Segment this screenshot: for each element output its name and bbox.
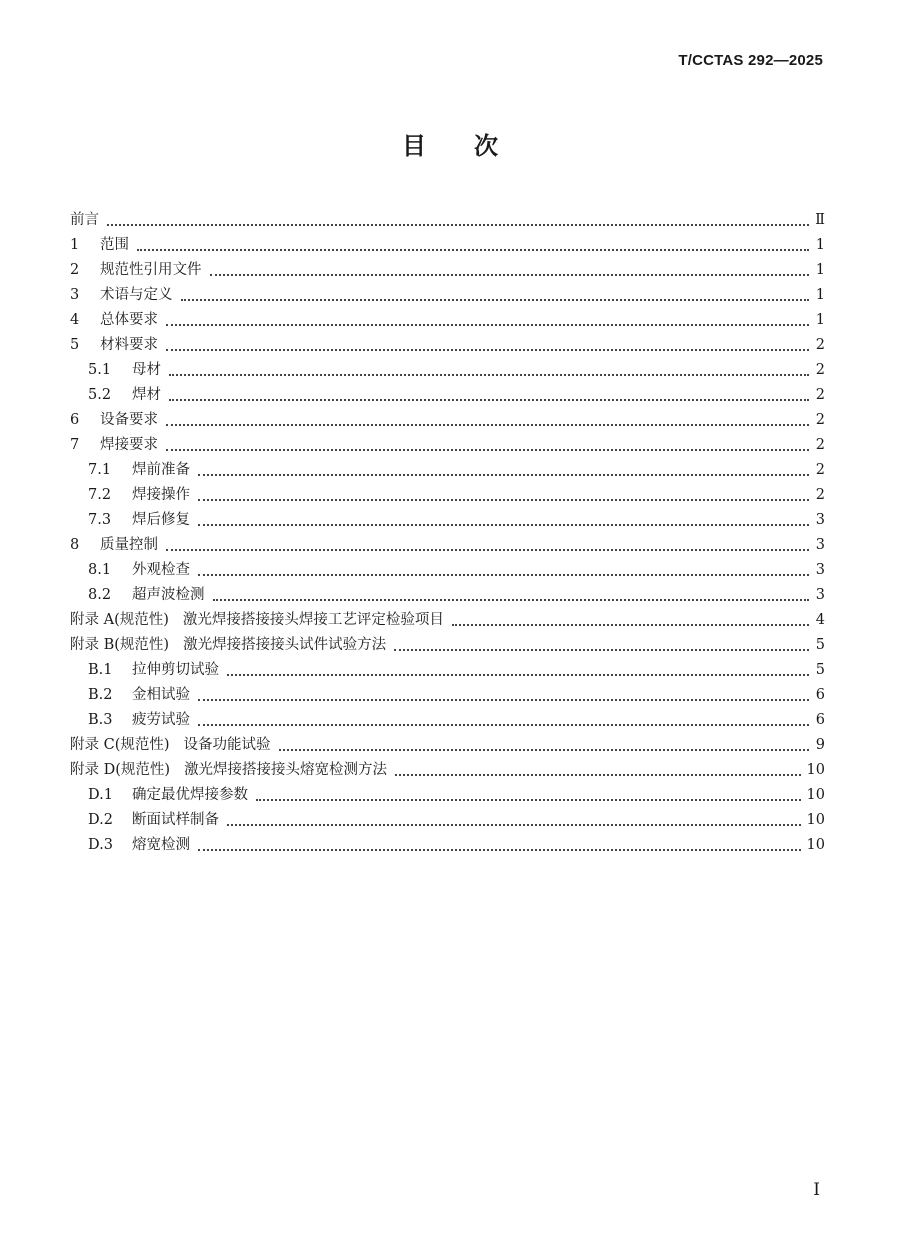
toc-entry[interactable]: [70, 483, 825, 508]
toc-dot-leader: [279, 737, 809, 751]
toc-entry[interactable]: [70, 358, 825, 383]
toc-entry-number: 8: [70, 537, 80, 553]
toc-entry-page: 1: [815, 262, 825, 278]
toc-entry-title: 激光焊接搭接接头试件试验方法: [183, 637, 387, 653]
page-number: I: [813, 1180, 820, 1200]
toc-entry-page: 2: [815, 437, 825, 453]
toc-dot-leader: [166, 412, 809, 426]
toc-entry-title: 术语与定义: [100, 287, 173, 303]
toc-entry-number: 8.2: [88, 587, 112, 603]
toc-entry-number: 2: [70, 262, 80, 278]
toc-entry-page: 1: [815, 237, 825, 253]
toc-entry-page: 10: [806, 787, 825, 803]
toc-entry-number: 附录 B(规范性): [70, 637, 170, 653]
toc-entry[interactable]: [70, 233, 825, 258]
toc-entry-title: 熔宽检测: [132, 837, 190, 853]
toc-entry-number: D.3: [88, 837, 113, 853]
toc-entry[interactable]: [70, 533, 825, 558]
toc-entry-number: D.1: [88, 787, 113, 803]
toc-entry-title: 前言: [70, 212, 99, 228]
toc-dot-leader: [198, 462, 809, 476]
toc-entry-number: B.2: [88, 687, 113, 703]
toc-entry-title: 确定最优焊接参数: [132, 787, 248, 803]
page-title: 目次: [402, 132, 546, 160]
toc-entry[interactable]: [70, 458, 825, 483]
toc-dot-leader: [210, 262, 810, 276]
toc-dot-leader: [166, 312, 809, 326]
toc-entry[interactable]: [70, 258, 825, 283]
toc-entry-number: 6: [70, 412, 80, 428]
toc-entry-title: 总体要求: [100, 312, 158, 328]
toc-entry-number: 7.1: [88, 462, 112, 478]
toc-dot-leader: [198, 512, 809, 526]
toc-entry-page: 6: [815, 687, 825, 703]
toc-dot-leader: [452, 612, 809, 626]
toc-entry-page: 2: [815, 387, 825, 403]
toc-entry-title: 激光焊接搭接接头熔宽检测方法: [184, 762, 388, 778]
toc-entry-number: 5.1: [88, 362, 112, 378]
toc-entry-title: 拉伸剪切试验: [132, 662, 219, 678]
toc-entry-number: 附录 D(规范性): [70, 762, 171, 778]
toc-dot-leader: [166, 537, 809, 551]
toc-entry-number: D.2: [88, 812, 113, 828]
toc-dot-leader: [227, 662, 809, 676]
toc-entry-title: 规范性引用文件: [100, 262, 202, 278]
toc-entry-title: 范围: [100, 237, 129, 253]
toc-entry-title: 设备功能试验: [183, 737, 271, 753]
toc-dot-leader: [395, 762, 800, 776]
toc-entry-page: 2: [815, 487, 825, 503]
toc-entry-page: 5: [815, 637, 825, 653]
toc-entry-number: 3: [70, 287, 80, 303]
toc-entry-title: 母材: [132, 362, 161, 378]
toc-entry-page: 3: [815, 587, 825, 603]
toc-dot-leader: [198, 712, 809, 726]
toc-dot-leader: [213, 587, 810, 601]
toc-entry-page: 6: [815, 712, 825, 728]
toc-dot-leader: [107, 212, 809, 226]
toc-entry-page: 3: [815, 537, 825, 553]
document-code: T/CCTAS 292—2025: [678, 52, 823, 69]
toc-entry[interactable]: [70, 508, 825, 533]
toc-entry[interactable]: [70, 408, 825, 433]
toc-entry-number: 7.2: [88, 487, 112, 503]
toc-entry[interactable]: [70, 658, 825, 683]
toc-dot-leader: [198, 687, 809, 701]
toc-entry[interactable]: [70, 758, 825, 783]
toc-entry-page: 10: [806, 762, 825, 778]
toc-entry-number: 附录 A(规范性): [70, 612, 169, 628]
toc-entry[interactable]: [70, 833, 825, 858]
toc-dot-leader: [181, 287, 810, 301]
toc-entry[interactable]: [70, 708, 825, 733]
toc-entry-number: 8.1: [88, 562, 112, 578]
toc-dot-leader: [198, 562, 809, 576]
toc-entry-title: 断面试样制备: [132, 812, 219, 828]
toc-entry-page: 10: [806, 812, 825, 828]
toc-entry-page: 4: [815, 612, 825, 628]
toc-entry[interactable]: [70, 283, 825, 308]
toc-entry-page: 2: [815, 462, 825, 478]
toc-entry-title: 设备要求: [100, 412, 158, 428]
toc-entry-page: 3: [815, 562, 825, 578]
toc-entry-title: 疲劳试验: [132, 712, 190, 728]
toc-entry[interactable]: [70, 583, 825, 608]
toc-entry-title: 质量控制: [100, 537, 158, 553]
toc-entry-page: 2: [815, 412, 825, 428]
toc-entry-title: 焊接操作: [132, 487, 190, 503]
toc-entry-number: 5.2: [88, 387, 112, 403]
toc-dot-leader: [166, 437, 809, 451]
toc-entry[interactable]: [70, 308, 825, 333]
toc-entry-page: 1: [815, 312, 825, 328]
toc-dot-leader: [137, 237, 809, 251]
toc-entry-number: B.3: [88, 712, 113, 728]
toc-entry-number: B.1: [88, 662, 113, 678]
toc-entry[interactable]: [70, 333, 825, 358]
toc-dot-leader: [169, 362, 809, 376]
toc-entry[interactable]: [70, 558, 825, 583]
toc-entry[interactable]: [70, 433, 825, 458]
toc-entry-page: 10: [806, 837, 825, 853]
toc-entry-number: 5: [70, 337, 80, 353]
toc-entry-title: 焊接要求: [100, 437, 158, 453]
toc-entry[interactable]: [70, 733, 825, 758]
toc-entry-title: 超声波检测: [132, 587, 205, 603]
toc-entry-title: 焊材: [132, 387, 161, 403]
toc-entry-page: 3: [815, 512, 825, 528]
toc-entry-page: 2: [815, 337, 825, 353]
toc-dot-leader: [198, 487, 809, 501]
toc-entry[interactable]: [70, 783, 825, 808]
table-of-contents: [70, 208, 825, 858]
toc-entry-title: 外观检查: [132, 562, 190, 578]
toc-entry-title: 金相试验: [132, 687, 190, 703]
toc-dot-leader: [198, 837, 801, 851]
toc-dot-leader: [227, 812, 801, 826]
toc-entry-title: 焊前准备: [132, 462, 190, 478]
toc-entry[interactable]: [70, 808, 825, 833]
toc-entry[interactable]: [70, 383, 825, 408]
toc-entry-number: 4: [70, 312, 80, 328]
toc-dot-leader: [394, 637, 809, 651]
toc-entry-page: 2: [815, 362, 825, 378]
toc-entry-number: 7: [70, 437, 80, 453]
toc-entry[interactable]: [70, 208, 825, 233]
toc-dot-leader: [256, 787, 801, 801]
toc-entry-title: 激光焊接搭接接头焊接工艺评定检验项目: [182, 612, 444, 628]
toc-entry-title: 材料要求: [100, 337, 158, 353]
toc-dot-leader: [169, 387, 809, 401]
toc-entry[interactable]: [70, 683, 825, 708]
toc-entry-number: 1: [70, 237, 80, 253]
toc-dot-leader: [166, 337, 809, 351]
toc-entry-number: 7.3: [88, 512, 112, 528]
toc-entry-page: 9: [815, 737, 825, 753]
toc-entry-number: 附录 C(规范性): [70, 737, 170, 753]
toc-entry-page: 5: [815, 662, 825, 678]
toc-entry-title: 焊后修复: [132, 512, 190, 528]
toc-entry-page: Ⅱ: [815, 212, 825, 228]
toc-entry[interactable]: [70, 608, 825, 633]
toc-entry-page: 1: [815, 287, 825, 303]
toc-entry[interactable]: [70, 633, 825, 658]
